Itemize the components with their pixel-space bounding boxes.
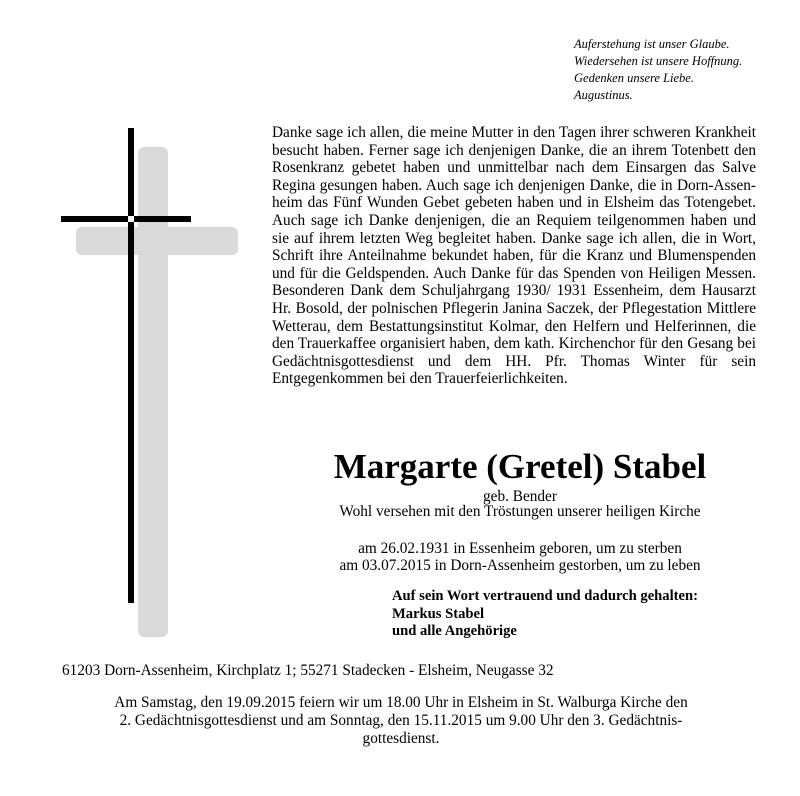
- memorial-service-info: [40, 694, 762, 748]
- cross-line-horizontal: [61, 216, 191, 222]
- cross-icon: [58, 125, 258, 645]
- maiden-name: geb. Bender: [483, 488, 557, 505]
- deceased-name: Margarte (Gretel) Stabel: [333, 447, 707, 486]
- service-line: Am Samstag, den 19.09.2015 feiern wir um 18.00 Uhr in Elsheim in St. Walburga Kirche den: [114, 694, 688, 711]
- motto-line: Wiedersehen ist unsere Hoffnung.: [574, 54, 743, 68]
- sacraments-line: Wohl versehen mit den Tröstungen unserer heiligen Kirche: [339, 503, 701, 520]
- thanks-paragraph: Danke sage ich allen, die meine Mutter in den Tagen ihrer schweren Krankheit besucht haben. Ferner sage ich denjenigen Danke, die an ihrem Totenbett den Rosenkranz gebetet haben und unmittelbar nach dem Einsargen das Salve Regina gesungen haben. Auch sage ich denjenigen Danke, die in Dorn-Assenheim das Fünf Wunden Gebet gebeten haben und in Elsheim das Totengebet. Auch sage ich Danke denjenigen, die an Requiem teilgenommen haben und sie auf ihrem letzten Weg begleitet haben. Danke sage ich allen, die in Wort, Schrift ihre Anteilnahme bekundet haben, für die Kranz und Blumenspenden und für die Geldspenden. Auch Danke für das Spenden von Heiligen Messen. Besonderen Dank dem Schuljahrgang 1930/ 1931 Essenheim, dem Hausarzt Hr. Bosold, der polnischen Pflegerin Janina Saczek, der Pflegestation Mittlere Wetterau, dem Bestattungsinstitut Kolmar, den Helfern und Helferinnen, die den Trauerkaffee organisiert haben, dem kath. Kirchenchor für den Gesang bei Gedächtnisgottesdienst und dem HH. Pfr. Thomas Winter für sein Entgegenkommen bei den Trauerfeierlichkeiten.: [272, 124, 756, 388]
- service-line: gottesdienst.: [362, 730, 440, 747]
- cross-center-highlight: [128, 216, 134, 222]
- motto-author: Augustinus.: [574, 88, 633, 102]
- death-line: am 03.07.2015 in Dorn-Assenheim gestorben, um zu leben: [339, 557, 701, 574]
- mourners-intro: Auf sein Wort vertrauend und dadurch gehalten:: [392, 588, 698, 604]
- birth-line: am 26.02.1931 in Essenheim geboren, um zu sterben: [358, 540, 682, 557]
- mourners-relatives: und alle Angehörige: [392, 623, 517, 639]
- cross-shadow-horizontal: [76, 227, 238, 255]
- motto-line: Gedenken unsere Liebe.: [574, 71, 694, 85]
- mourner-name: Markus Stabel: [392, 605, 485, 622]
- address-line: 61203 Dorn-Assenheim, Kirchplatz 1; 55271 Stadecken - Elsheim, Neugasse 32: [62, 662, 554, 679]
- mourners-block: [392, 588, 792, 641]
- memorial-motto: [574, 36, 796, 104]
- service-line: 2. Gedächtnisgottesdienst und am Sonntag, den 15.11.2015 um 9.00 Uhr den 3. Gedächtnis-: [119, 712, 683, 729]
- motto-line: Auferstehung ist unser Glaube.: [574, 37, 730, 51]
- cross-line-vertical: [128, 128, 134, 603]
